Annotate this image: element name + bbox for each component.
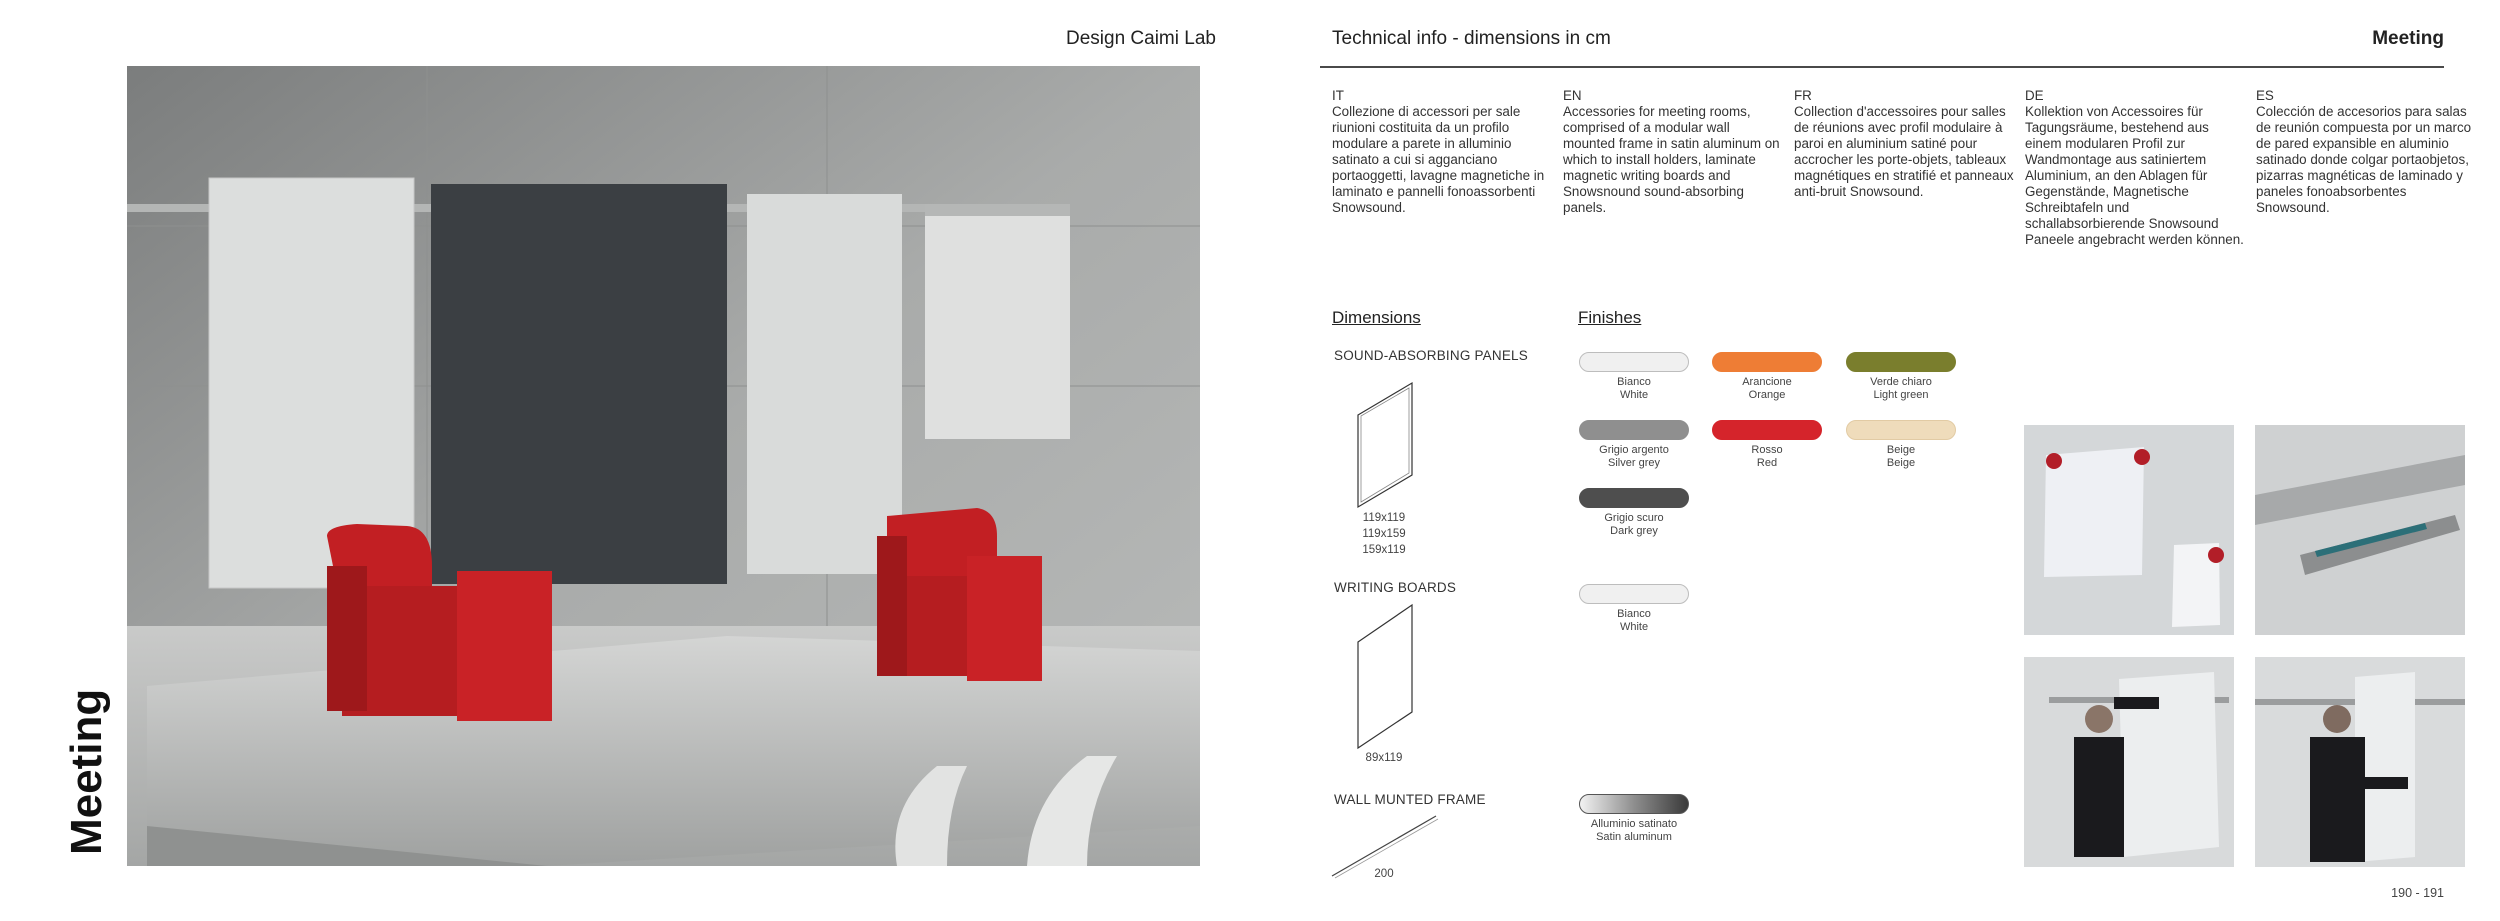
description-it [1332, 88, 1552, 216]
language-code: ES [2256, 88, 2274, 103]
size-value: 119x119 [1362, 512, 1406, 524]
swatch-color [1579, 584, 1689, 604]
finishes-title: Finishes [1578, 308, 1642, 327]
finish-name-en: Dark grey [1610, 525, 1658, 537]
finish-swatch-red [1711, 420, 1823, 470]
language-code: FR [1794, 88, 1812, 103]
finish-name-it: Verde chiaro [1870, 376, 1932, 388]
dimensions-title: Dimensions [1332, 308, 1421, 327]
writing-boards-label: WRITING BOARDS [1334, 580, 1457, 595]
swatch-color [1579, 352, 1689, 372]
finish-swatch-dark-grey [1578, 488, 1690, 538]
finish-name-en: Satin aluminum [1596, 831, 1672, 843]
finish-name-it: Beige [1886, 444, 1916, 456]
page-numbers: 190 - 191 [2391, 886, 2444, 900]
photo-magnetic-board [2024, 425, 2234, 635]
language-code: EN [1563, 88, 1582, 103]
wall-frame-label: WALL MUNTED FRAME [1334, 792, 1486, 807]
side-section-title: Meeting [62, 688, 111, 855]
finish-name-it: Grigio argento [1599, 444, 1669, 456]
description-text: Collection d'accessoires pour salles de réunions avec profil modulaire à paroi en aluminium satiné pour accrocher les porte-objets, tableaux magnétiques en stratifié et panneaux anti-bruit Snowsound. [1794, 104, 2014, 199]
main-photo [127, 66, 1200, 866]
finish-name-en: White [1619, 621, 1649, 633]
description-text: Accessories for meeting rooms, comprised of a modular wall mounted frame in satin aluminum on which to install holders, laminate magnetic writing boards and Snowsnound sound-absorbing panels. [1563, 104, 1780, 215]
finish-swatch-board-white [1578, 584, 1690, 634]
finish-swatch-beige [1845, 420, 1957, 470]
finish-name-it: Arancione [1742, 376, 1792, 388]
finish-name-en: Orange [1748, 389, 1786, 401]
designer-title: Design Caimi Lab [1066, 28, 1216, 49]
finish-name-en: Light green [1873, 389, 1929, 401]
swatch-color [1712, 420, 1822, 440]
language-code: IT [1332, 88, 1344, 103]
photo-pen-holder [2255, 425, 2465, 635]
finish-name-it: Rosso [1751, 444, 1783, 456]
swatch-color [1846, 420, 1956, 440]
writing-board-drawing [1350, 602, 1420, 750]
swatch-color [1712, 352, 1822, 372]
sound-panel-drawing [1350, 380, 1420, 510]
description-text: Collezione di accessori per sale riunioni costituita da un profilo modulare a parete in alluminio satinato a cui si agganciano portaoggetti, lavagne magnetiche in laminato e pannelli fonoassorbenti Snowsound. [1332, 104, 1545, 215]
wall-frame-sizes [1349, 866, 1419, 882]
finish-swatch-orange [1711, 352, 1823, 402]
photo-man-writing [2024, 657, 2234, 867]
finish-name-it: Bianco [1617, 608, 1651, 620]
description-de [2025, 88, 2245, 248]
finish-name-en: Beige [1886, 457, 1916, 469]
swatch-color [1579, 420, 1689, 440]
section-title: Meeting [2372, 28, 2444, 49]
finish-name-it: Bianco [1617, 376, 1651, 388]
size-value: 89x119 [1365, 752, 1403, 764]
description-fr [1794, 88, 2014, 200]
swatch-color [1846, 352, 1956, 372]
language-code: DE [2025, 88, 2044, 103]
size-value: 159x119 [1362, 544, 1406, 556]
description-text: Colección de accesorios para salas de reunión compuesta por un marco de pared expansible en aluminio satinado donde colgar portaobjetos, pizarras magnéticas de laminado y paneles fonoabsorbentes Snowsound. [2256, 104, 2472, 215]
technical-info-title: Technical info - dimensions in cm [1332, 28, 1611, 49]
description-text: Kollektion von Accessoires für Tagungsräume, bestehend aus einem modularen Profil zur Wandmontage aus satiniertem Aluminium, an den Ablagen für Gegenstände, Magnetische Schreibtafeln und schallabsorbierende Snowsound Paneele angebracht werden können. [2025, 104, 2244, 247]
writing-board-sizes [1349, 750, 1419, 766]
header-divider [1320, 66, 2444, 68]
finish-name-en: Silver grey [1608, 457, 1660, 469]
photo-man-adjusting [2255, 657, 2465, 867]
finish-swatch-light-green [1845, 352, 1957, 402]
swatch-color [1579, 488, 1689, 508]
finish-swatch-white [1578, 352, 1690, 402]
description-es [2256, 88, 2476, 216]
size-value: 119x159 [1362, 528, 1406, 540]
sound-panel-sizes [1349, 510, 1419, 558]
size-value: 200 [1374, 868, 1394, 880]
finish-swatch-silver-grey [1578, 420, 1690, 470]
description-en [1563, 88, 1783, 216]
finish-name-it: Alluminio satinato [1590, 818, 1678, 830]
swatch-color [1579, 794, 1689, 814]
sound-panels-label: SOUND-ABSORBING PANELS [1334, 348, 1528, 363]
finish-name-it: Grigio scuro [1604, 512, 1664, 524]
finish-swatch-satin-aluminum [1578, 794, 1690, 844]
finish-name-en: White [1619, 389, 1649, 401]
finish-name-en: Red [1756, 457, 1778, 469]
